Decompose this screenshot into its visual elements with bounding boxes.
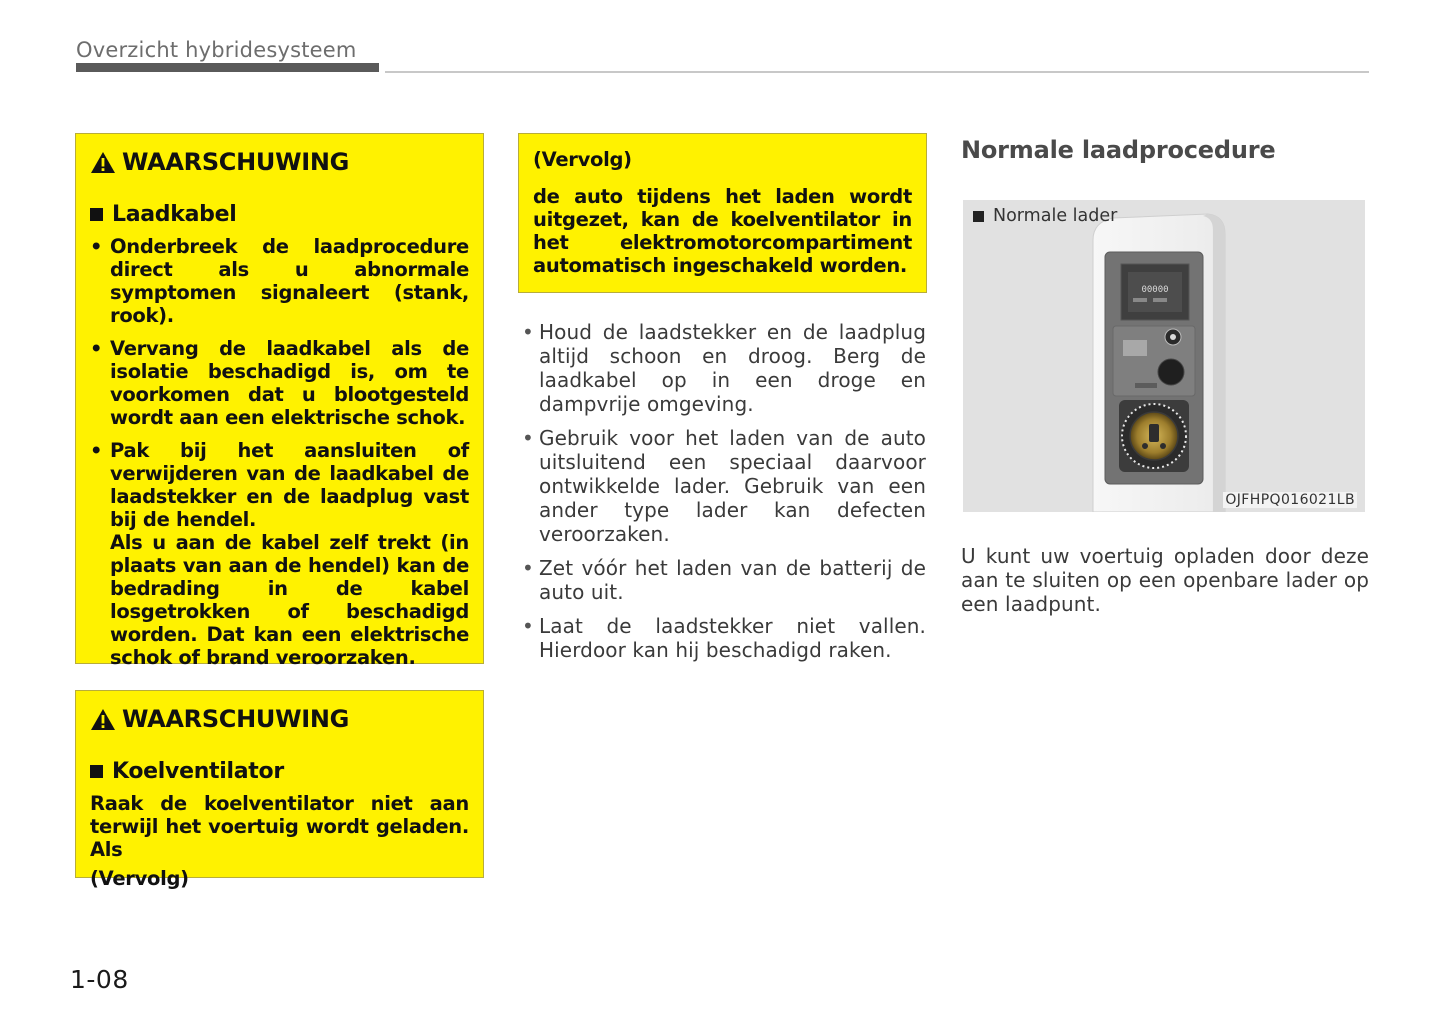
header-bar xyxy=(76,63,379,72)
section-heading: Normale laadprocedure xyxy=(961,136,1276,164)
warning-subheading xyxy=(90,759,469,784)
warning-text: Raak de koelventilator niet aan terwijl het voertuig wordt geladen. Als xyxy=(90,792,469,861)
intro-text: U kunt uw voertuig opladen door deze aan te sluiten op een openbare lader op een laadpunt. xyxy=(961,544,1369,616)
square-bullet-icon xyxy=(90,765,103,778)
warning-subtitle: Koelventilator xyxy=(112,759,284,784)
continued-label: (Vervolg) xyxy=(533,148,632,171)
warning-item-text: Pak bij het aansluiten of verwijderen van de laadkabel de laadstekker en de laadplug vast bij de hendel. xyxy=(110,439,469,531)
warning-item xyxy=(90,439,469,669)
display-readout: 00000 xyxy=(1141,285,1169,295)
warning-title: WAARSCHUWING xyxy=(122,705,350,733)
page-number: 1-08 xyxy=(70,965,129,994)
warning-subheading xyxy=(90,202,469,227)
figure-code: OJFHPQ016021LB xyxy=(1225,492,1355,508)
warning-box-continued xyxy=(518,133,927,293)
continued-text: de auto tijdens het laden wordt uitgezet, kan de koelventilator in het elektromotorcompartiment automatisch ingeschakeld worden. xyxy=(533,185,912,277)
square-bullet-icon xyxy=(973,211,984,222)
warning-box-laadkabel xyxy=(75,133,484,669)
warning-box-koelventilator xyxy=(75,690,484,890)
warning-item-text: Vervang de laadkabel als de isolatie beschadigd is, om te voorkomen dat u blootgesteld wordt aan een elektrische schok. xyxy=(110,337,469,429)
square-bullet-icon xyxy=(90,208,103,221)
continued-label: (Vervolg) xyxy=(90,867,189,890)
running-header: Overzicht hybridesysteem xyxy=(76,38,357,62)
body-bullet: • Zet vóór het laden van de batterij de auto uit. xyxy=(520,556,926,604)
body-bullet-list xyxy=(520,320,926,672)
charger-figure xyxy=(963,200,1365,512)
body-bullet: • Laat de laadstekker niet vallen. Hierdoor kan hij beschadigd raken. xyxy=(520,614,926,662)
figure-caption-text: Normale lader xyxy=(993,206,1118,226)
warning-title: WAARSCHUWING xyxy=(122,148,350,176)
warning-item xyxy=(90,235,469,327)
body-bullet: • Houd de laadstekker en de laadplug altijd schoon en droog. Berg de laadkabel op in een droge en dampvrije omgeving. xyxy=(520,320,926,416)
figure-caption xyxy=(973,206,1117,226)
warning-heading xyxy=(90,705,469,733)
warning-item-extra: Als u aan de kabel zelf trekt (in plaats van aan de hendel) kan de bedrading in de kabel losgetrokken of beschadigd worden. Dat kan een elektrische schok of brand veroorzaken. xyxy=(110,531,469,669)
warning-triangle-icon xyxy=(90,708,116,731)
warning-item xyxy=(90,337,469,429)
body-bullet: • Gebruik voor het laden van de auto uitsluitend een speciaal daarvoor ontwikkelde lader. Gebruik van een ander type lader kan defecten veroorzaken. xyxy=(520,426,926,546)
warning-list xyxy=(90,235,469,669)
warning-heading xyxy=(90,148,469,176)
charging-station-illustration xyxy=(963,200,1365,512)
header-rule xyxy=(385,71,1369,73)
warning-triangle-icon xyxy=(90,151,116,174)
warning-subtitle: Laadkabel xyxy=(112,202,237,227)
warning-item-text: Onderbreek de laadprocedure direct als u abnormale symptomen signaleert (stank, rook). xyxy=(110,235,469,327)
